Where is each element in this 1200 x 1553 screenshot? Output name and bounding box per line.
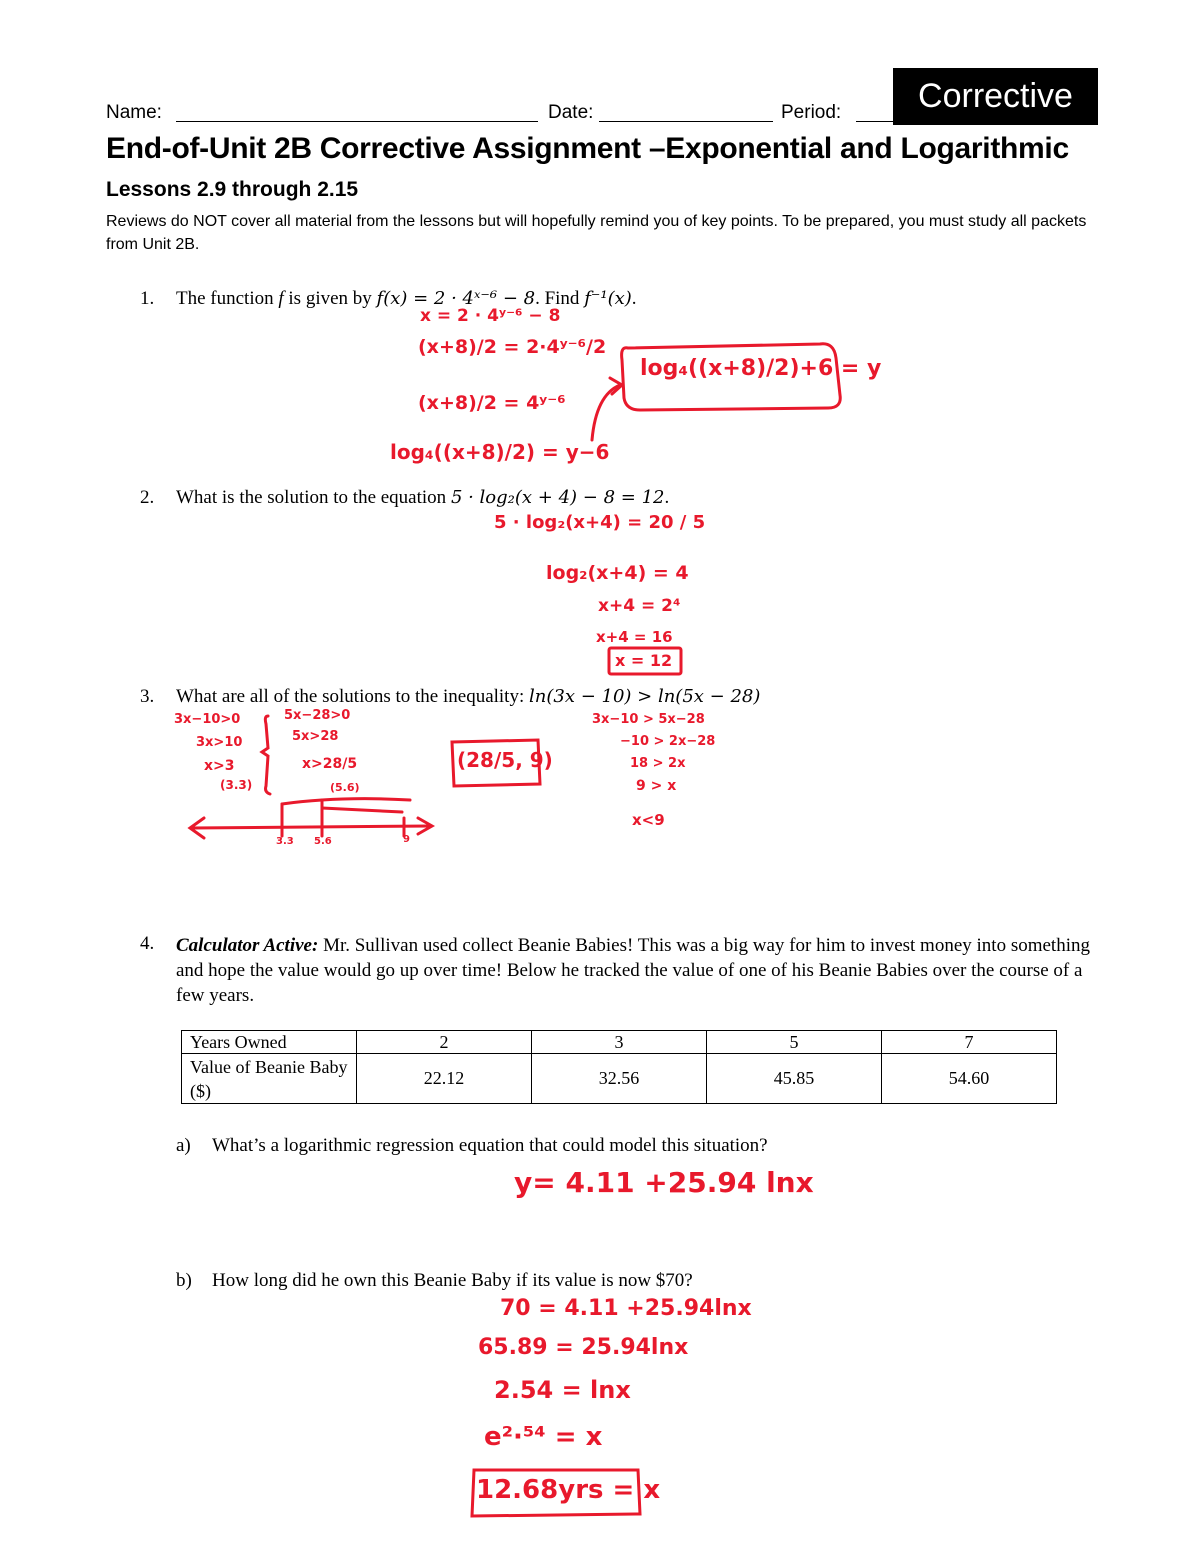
q3-numberline-label-3: 9 <box>403 834 410 845</box>
q1-arrow <box>592 385 620 440</box>
q4a-text: What’s a logarithmic regression equation that could model this situation? <box>212 1135 768 1156</box>
q2-equation: 5 · log₂(x + 4) − 8 = 12 <box>450 487 665 508</box>
q2-work-line-4: x+4 = 16 <box>596 628 673 646</box>
q2-end: . <box>664 487 670 508</box>
q1-text-a: The function <box>176 288 279 309</box>
q3-mid-line-1: 5x−28>0 <box>284 708 351 723</box>
name-label: Name: <box>106 102 162 123</box>
q3-numberline-axis <box>192 826 430 828</box>
table-cell-value: 54.60 <box>882 1054 1057 1104</box>
q4-text: Mr. Sullivan used collect Beanie Babies! This was a big way for him to invest money into something and hope the value would go up over time! Below he tracked the value of one of his Beanie Babies over the course of a few years. <box>176 935 1090 1006</box>
q3-equation: ln(3x − 10) > ln(5x − 28) <box>529 686 761 707</box>
table-cell-year: 7 <box>882 1031 1057 1054</box>
q3-left-line-1: 3x−10>0 <box>174 712 241 727</box>
q2-answer: x = 12 <box>615 651 673 670</box>
q3-shade-2 <box>322 808 402 812</box>
q1-f-var: f <box>278 288 284 309</box>
q1-find: f⁻¹(x) <box>584 288 632 309</box>
q3-brace <box>262 716 270 794</box>
q2-work-line-1: 5 · log₂(x+4) = 20 / 5 <box>494 512 706 533</box>
table-cell-year: 3 <box>532 1031 707 1054</box>
q3-answer-box <box>452 740 540 786</box>
q1-work-line-1: x = 2 · 4ʸ⁻⁶ − 8 <box>420 306 561 326</box>
q3-text: What are all of the solutions to the inequality: <box>176 686 529 707</box>
q4-label: Calculator Active: <box>176 935 319 956</box>
q3-right-line-2: −10 > 2x−28 <box>620 734 716 749</box>
q1-text-b: is given by <box>283 288 377 309</box>
intro-text: Reviews do NOT cover all material from the lessons but will hopefully remind you of key points. To be prepared, you must study all packets from Unit 2B. <box>106 213 1087 253</box>
q3-left-line-2: 3x>10 <box>196 735 243 750</box>
q4b-answer-box <box>472 1470 640 1516</box>
lessons-subtitle: Lessons 2.9 through 2.15 <box>106 178 359 201</box>
period-label: Period: <box>781 102 842 123</box>
q2-work-line-3: x+4 = 2⁴ <box>598 596 681 616</box>
table-cell-year: 5 <box>707 1031 882 1054</box>
q4-number: 4. <box>140 933 155 954</box>
q3-left-line-3: x>3 <box>204 758 235 774</box>
q3-number: 3. <box>140 686 155 707</box>
q4a-label: a) <box>176 1135 191 1156</box>
q3-shade-1 <box>282 799 410 804</box>
q4b-work-line-3: 2.54 = lnx <box>494 1376 631 1404</box>
page-title: End-of-Unit 2B Corrective Assignment –Exponential and Logarithmic <box>106 132 1069 165</box>
q3-numberline-label-2: 5.6 <box>314 836 332 847</box>
q1-text-c: . Find <box>535 288 585 309</box>
q1-equation: f(x) = 2 · 4ˣ⁻⁶ − 8 <box>376 288 536 309</box>
q1-work-line-4: log₄((x+8)/2) = y−6 <box>390 440 610 464</box>
q3-answer: (28/5, 9) <box>457 748 553 772</box>
q3-left-line-4: (3.3) <box>220 778 253 792</box>
q2-number: 2. <box>140 487 155 508</box>
q4a-answer: y= 4.11 +25.94 lnx <box>514 1166 814 1199</box>
q3-right-line-1: 3x−10 > 5x−28 <box>592 712 705 727</box>
table-cell-year: 2 <box>357 1031 532 1054</box>
q1-work-line-3: (x+8)/2 = 4ʸ⁻⁶ <box>418 392 566 414</box>
table-cell-value: 22.12 <box>357 1054 532 1104</box>
q4b-work-line-2: 65.89 = 25.94lnx <box>478 1335 689 1360</box>
table-cell-value: 32.56 <box>532 1054 707 1104</box>
q3-right-line-4: 9 > x <box>636 778 677 794</box>
q2-text: What is the solution to the equation <box>176 487 451 508</box>
q1-answer: log₄((x+8)/2)+6 = y <box>640 356 882 381</box>
q4b-work-line-1: 70 = 4.11 +25.94lnx <box>500 1296 752 1321</box>
q4b-answer: 12.68yrs = x <box>476 1475 661 1505</box>
table-row-label: Value of Beanie Baby ($) <box>182 1054 357 1104</box>
q3-right-line-3: 18 > 2x <box>630 756 686 771</box>
q4b-text: How long did he own this Beanie Baby if its value is now $70? <box>212 1270 693 1291</box>
date-label: Date: <box>548 102 594 123</box>
q1-text-d: . <box>631 288 637 309</box>
q2-answer-box <box>609 648 681 674</box>
q4b-label: b) <box>176 1270 192 1291</box>
table-row-label: Years Owned <box>182 1031 357 1054</box>
q3-right-line-5: x<9 <box>632 811 665 829</box>
q3-mid-line-4: (5.6) <box>330 781 360 794</box>
q3-numberline-label-1: 3.3 <box>276 836 294 847</box>
q1-number: 1. <box>140 288 155 309</box>
q1-answer-box <box>622 344 841 410</box>
corrective-badge: Corrective <box>893 68 1098 125</box>
q3-mid-line-3: x>28/5 <box>302 756 358 772</box>
table-cell-value: 45.85 <box>707 1054 882 1104</box>
q3-mid-line-2: 5x>28 <box>292 729 339 744</box>
q2-work-line-2: log₂(x+4) = 4 <box>546 562 689 584</box>
q4b-work-line-4: e²·⁵⁴ = x <box>484 1422 603 1452</box>
q1-work-line-2: (x+8)/2 = 2·4ʸ⁻⁶/2 <box>418 336 607 358</box>
